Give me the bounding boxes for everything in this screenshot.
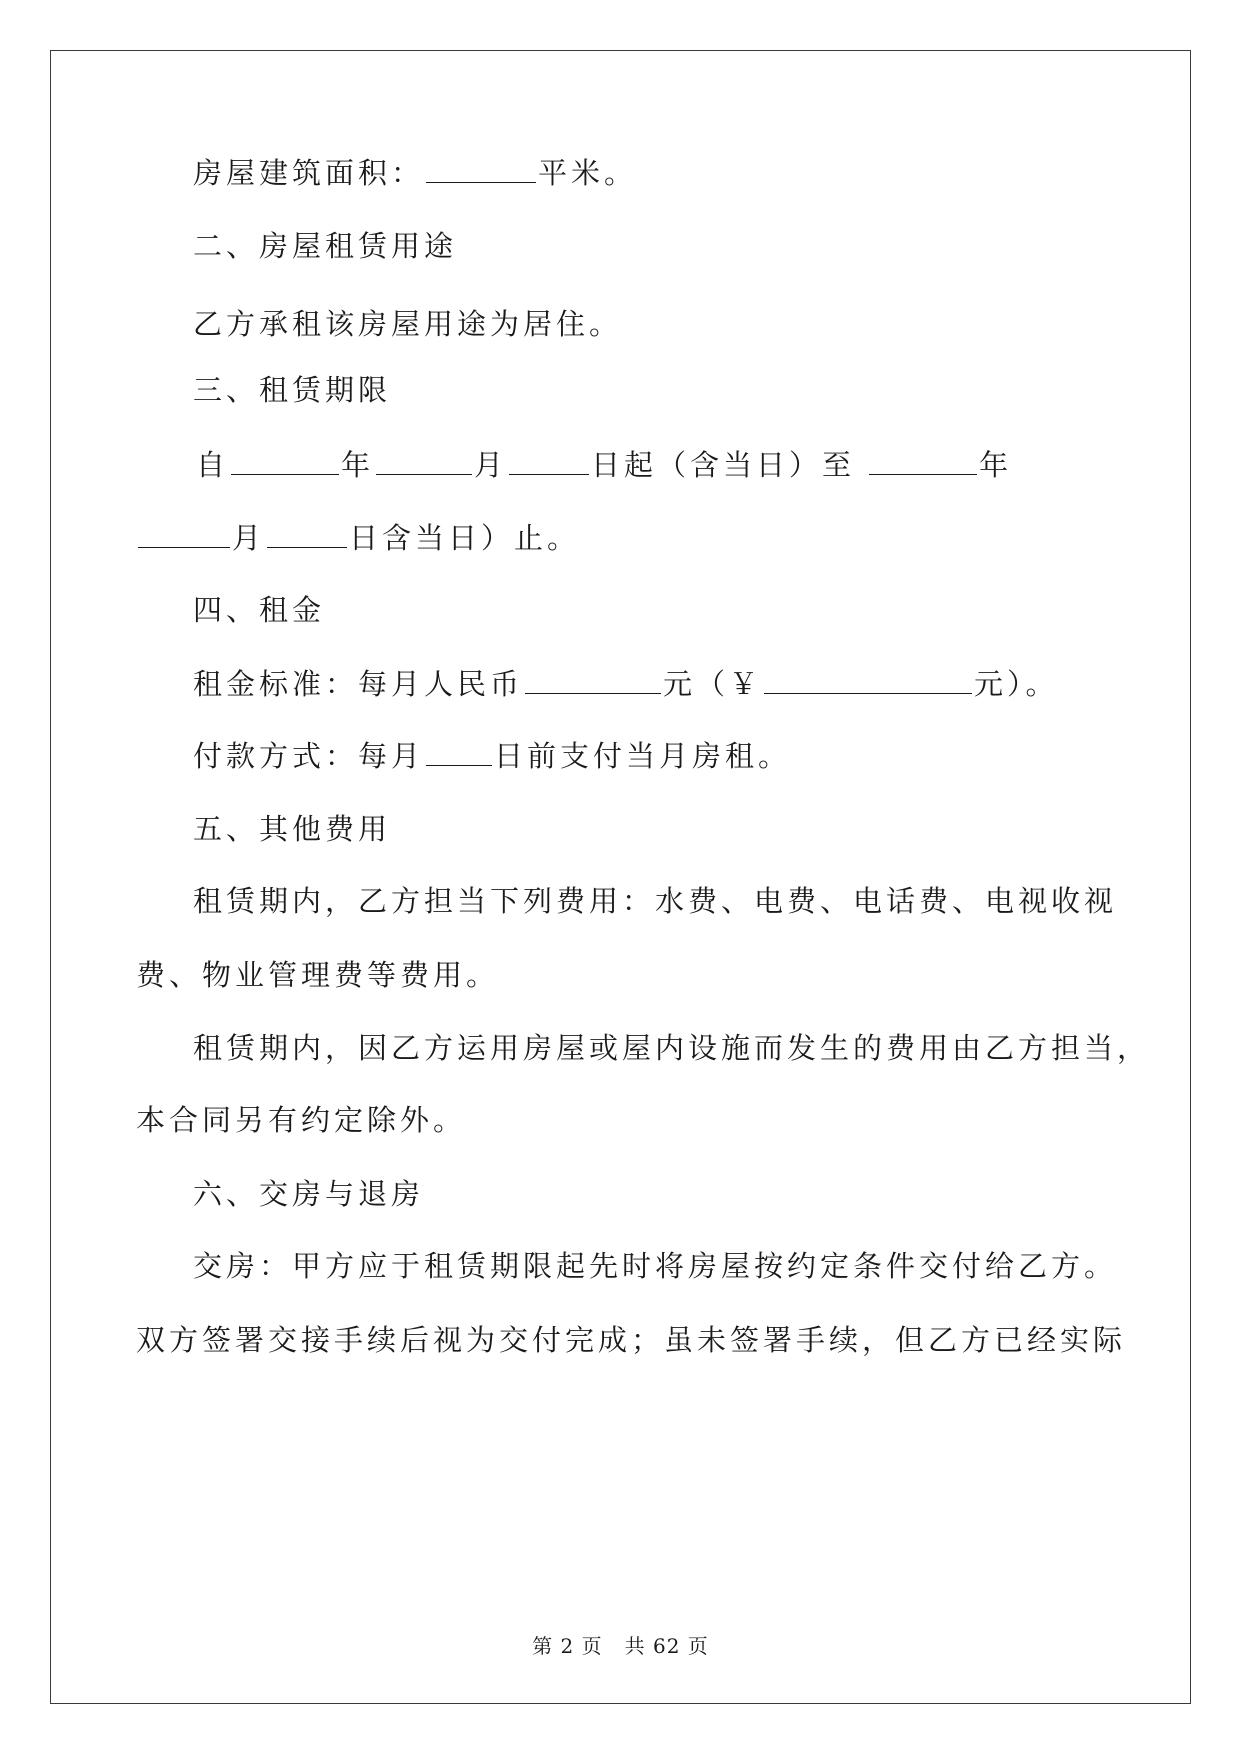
fees-line-1: 租赁期内，乙方担当下列费用：水费、电费、电话费、电视收视	[193, 884, 1118, 918]
handover-line-1: 交房：甲方应于租赁期限起先时将房屋按约定条件交付给乙方。	[193, 1249, 1118, 1283]
section6-title: 六、交房与退房	[193, 1177, 425, 1211]
term-year1: 年	[341, 448, 375, 482]
term-day1-blank	[509, 448, 589, 475]
handover-line-2: 双方签署交接手续后视为交付完成；虽未签署手续，但乙方已经实际	[136, 1323, 1127, 1357]
page-footer	[0, 1630, 1241, 1659]
term-day2-blank	[267, 521, 347, 548]
page-current: 第 2 页	[532, 1634, 603, 1658]
term-year2-blank	[869, 448, 977, 475]
rent-yuan: 元（￥	[663, 667, 763, 701]
term-line-2	[136, 520, 580, 556]
term-month2: 月	[232, 521, 266, 555]
term-day2: 日含当日）止。	[349, 521, 581, 555]
fees-line-3: 租赁期内，因乙方运用房屋或屋内设施而发生的费用由乙方担当，	[193, 1031, 1151, 1065]
payment-label: 付款方式：每月	[193, 739, 425, 773]
payment-rest: 日前支付当月房租。	[494, 739, 792, 773]
section2-body: 乙方承租该房屋用途为居住。	[193, 307, 623, 341]
fees-line-4: 本合同另有约定除外。	[136, 1103, 467, 1137]
term-month1-blank	[376, 448, 472, 475]
rent-line	[193, 666, 1059, 702]
term-month2-blank	[138, 521, 230, 548]
area-label: 房屋建筑面积：	[193, 156, 425, 190]
area-blank	[426, 156, 536, 183]
section4-title: 四、租金	[193, 593, 326, 627]
term-year2: 年	[979, 448, 1013, 482]
section2-title: 二、房屋租赁用途	[193, 229, 458, 263]
section3-title: 三、租赁期限	[193, 373, 392, 407]
fees-line-2: 费、物业管理费等费用。	[136, 958, 500, 992]
section5-title: 五、其他费用	[193, 812, 392, 846]
rent-amount-blank	[525, 667, 661, 694]
area-unit: 平米。	[538, 156, 638, 190]
payment-day-blank	[426, 739, 492, 766]
term-year1-blank	[231, 448, 339, 475]
rent-label: 租金标准：每月人民币	[193, 667, 524, 701]
term-from: 自	[196, 448, 230, 482]
page-total: 共 62 页	[624, 1634, 709, 1658]
area-line	[193, 155, 637, 191]
payment-line	[193, 738, 791, 774]
term-month1: 月	[474, 448, 508, 482]
term-line-1	[196, 447, 1012, 483]
rent-yuan-close: 元）。	[974, 667, 1059, 701]
term-day1: 日起（含当日）至	[591, 448, 856, 482]
rent-amount-figure-blank	[764, 667, 972, 694]
page-border	[50, 50, 1191, 1704]
